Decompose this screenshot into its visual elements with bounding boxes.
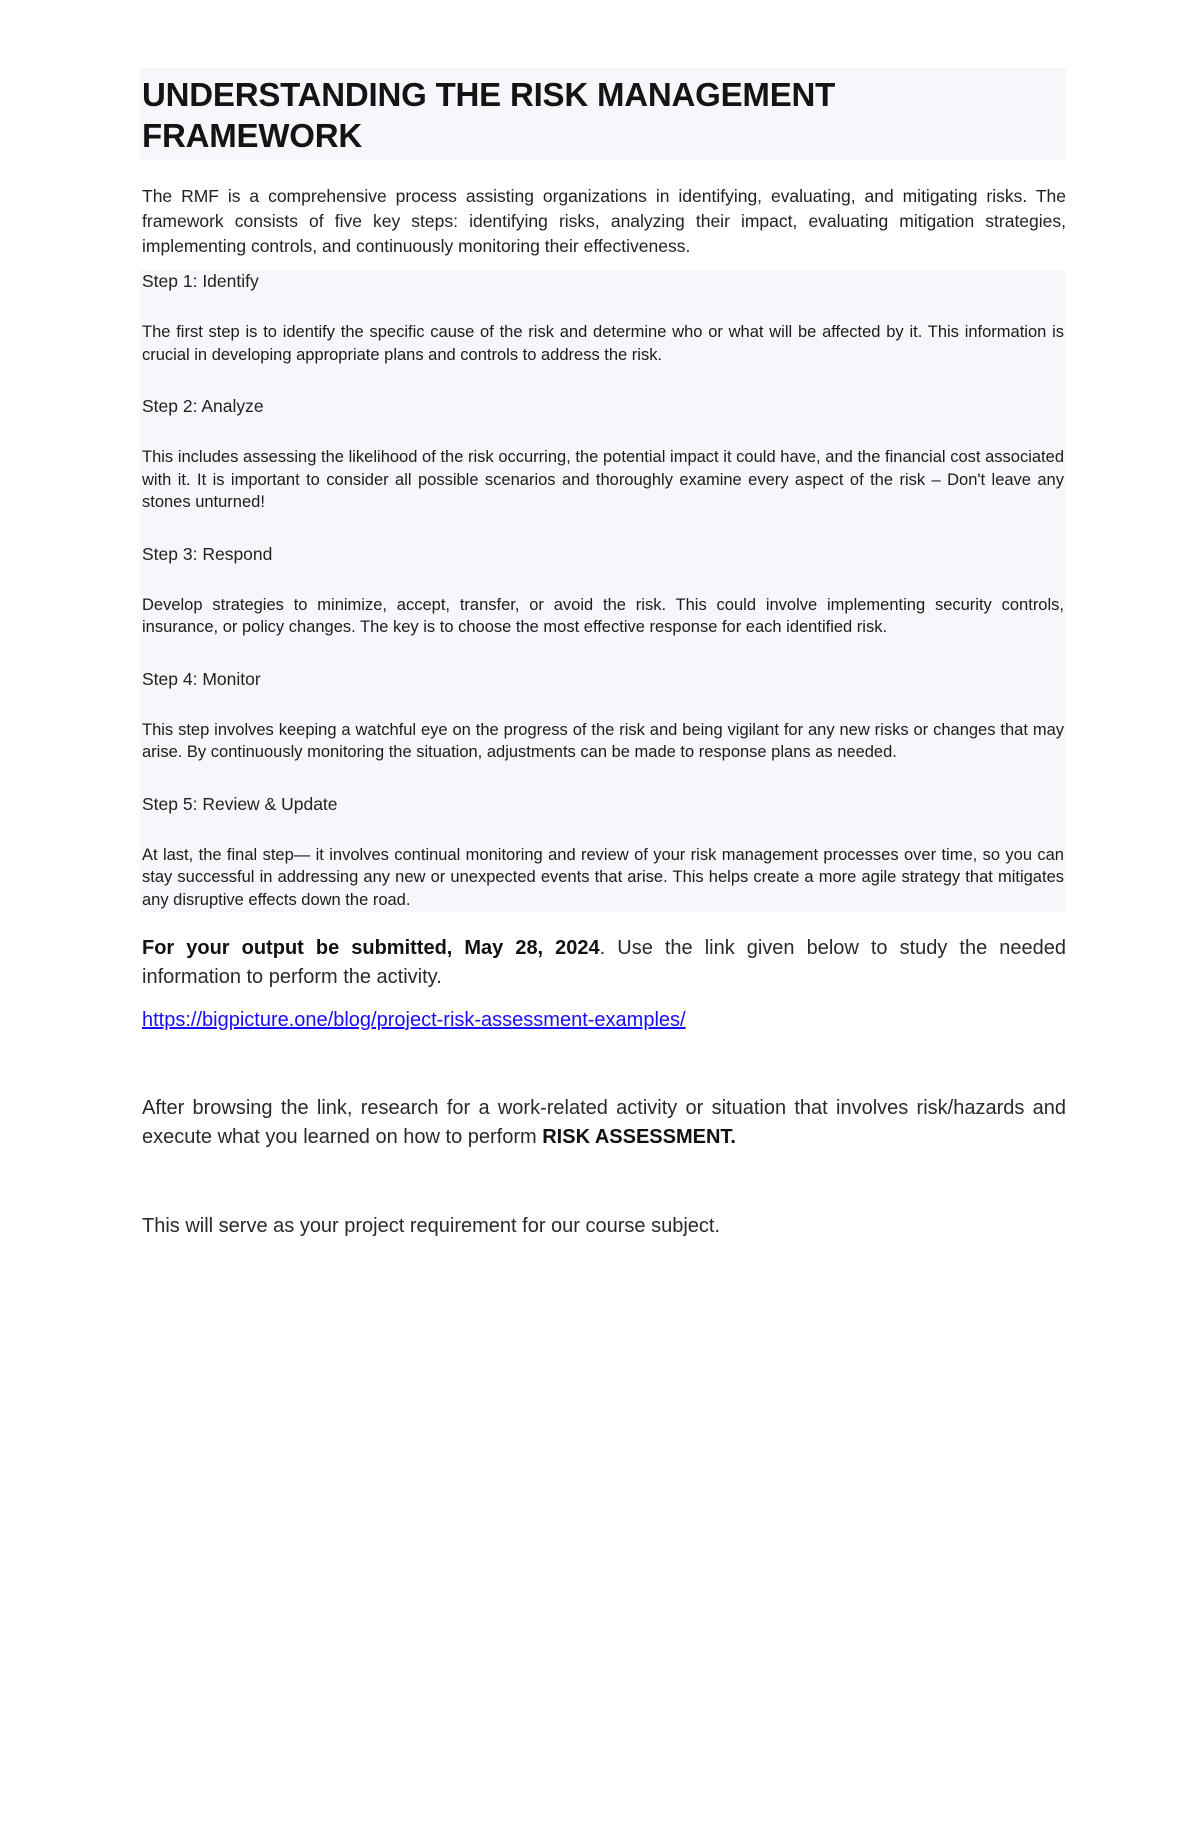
browse-emphasis: RISK ASSESSMENT. [542,1126,736,1148]
step-title: Step 2: Analyze [142,396,264,416]
submission-instructions: . Use the link given below to study the needed information to perform the activity. [142,937,1066,988]
step-title: Step 1: Identify [142,271,259,291]
step-item [142,270,1064,366]
submission-deadline: For your output be submitted, May 28, 2024 [142,937,600,959]
step-title: Step 4: Monitor [142,668,261,689]
step-body: This includes assessing the likelihood of the risk occurring, the potential impact it could have, and the financial cost associated with it. It is important to consider all possible scenarios and thoroughly examine every aspect of the risk – Don't leave any stones unturned! [142,448,1064,511]
step-body: At last, the final step— it involves continual monitoring and review of your risk management processes over time, so you can stay successful in addressing any new or unexpected events that arise. This helps create a more agile strategy that mitigates any disruptive effects down the road. [142,845,1064,909]
steps-section [140,270,1066,912]
step-item [142,668,1064,764]
intro-paragraph: The RMF is a comprehensive process assisting organizations in identifying, evaluating, and mitigating risks. The framework consists of five key steps: identifying risks, analyzing their impact, evaluating mitigation strategies, implementing controls, and continuously monitoring their effectiveness. [142,186,1066,256]
step-body: This step involves keeping a watchful eye on the progress of the risk and being vigilant for any new risks or changes that may arise. By continuously monitoring the situation, adjustments can be made to response plans as needed. [142,720,1064,761]
step-item [142,395,1064,514]
step-item [142,543,1064,639]
step-item [142,793,1064,912]
step-title: Step 3: Respond [142,543,273,564]
browse-text: After browsing the link, research for a work-related activity or situation that involves risk/hazards and execute what you learned on how to perform [142,1097,1066,1148]
reference-link[interactable]: https://bigpicture.one/blog/project-risk-assessment-examples/ [142,1009,686,1031]
submission-paragraph [142,934,1066,992]
reference-link-line [142,1006,1066,1034]
step-body: Develop strategies to minimize, accept, transfer, or avoid the risk. This could involve implementing security controls, insurance, or policy changes. The key is to choose the most effective response for each identified risk. [142,595,1064,636]
step-body: The first step is to identify the specific cause of the risk and determine who or what will be affected by it. This information is crucial in developing appropriate plans and controls to address the risk. [142,323,1064,364]
closing-paragraph: This will serve as your project requirement for our course subject. [142,1215,721,1237]
step-title: Step 5: Review & Update [142,793,338,814]
page-title: UNDERSTANDING THE RISK MANAGEMENT FRAMEWORK [142,76,836,154]
document-page [140,68,1066,1241]
browse-paragraph [142,1094,1066,1152]
title-block [140,68,1066,160]
